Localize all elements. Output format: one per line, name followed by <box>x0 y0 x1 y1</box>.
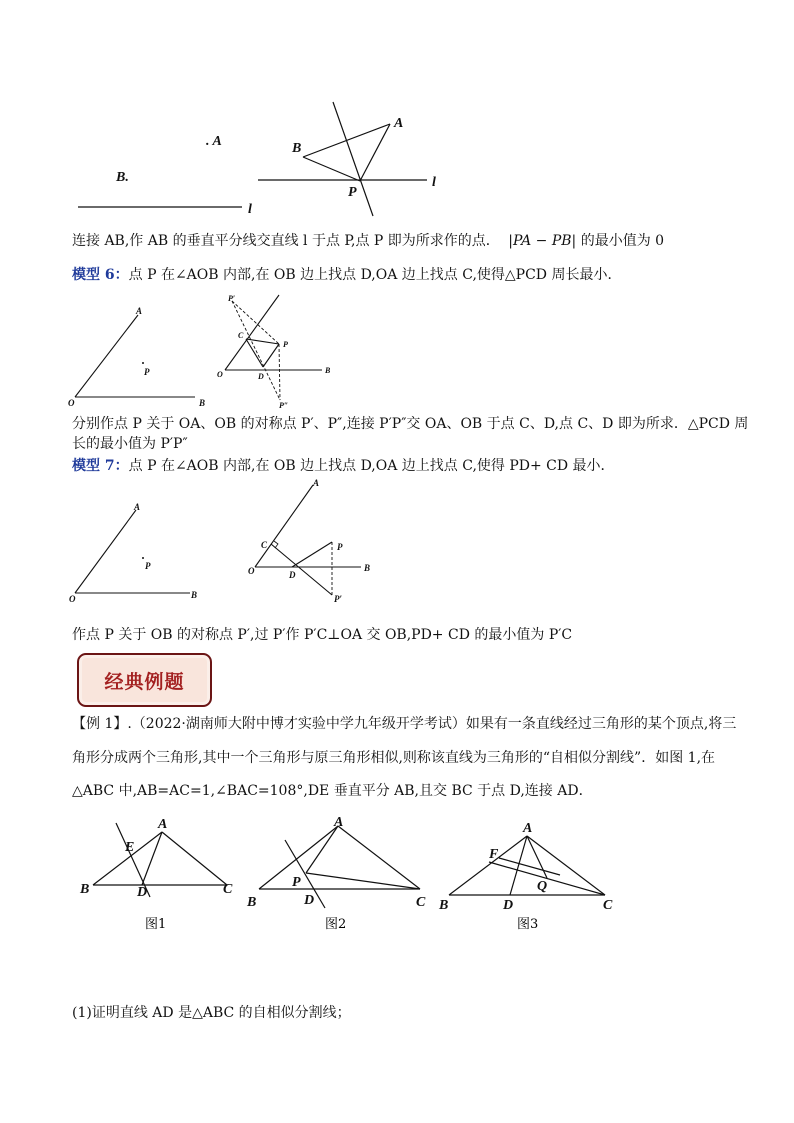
label-b: B <box>80 882 90 897</box>
model-7-answer: 作点 P 关于 OB 的对称点 P′,过 P′作 P′C⊥OA 交 OB,PD+ CD 的最小值为 P′C <box>72 627 573 643</box>
label-c: C <box>416 895 426 910</box>
example-1-line-1: 【例 1】.（2022·湖南师大附中博才实验中学九年级开学考试）如果有一条直线经过三角形的某个顶点,将三 <box>72 716 737 732</box>
abs-expression: |PA − PB| <box>508 233 577 249</box>
label-q: Q <box>537 879 548 894</box>
label-p: P <box>144 367 150 377</box>
label-o: O <box>68 398 75 408</box>
model-7-text: 点 P 在∠AOB 内部,在 OB 边上找点 D,OA 边上找点 C,使得 PD+ CD 最小． <box>128 458 615 474</box>
label-b: B <box>292 141 302 156</box>
label-b: B. <box>116 170 129 185</box>
segment-bp <box>303 157 360 181</box>
label-a: A <box>313 478 320 488</box>
label-b: B <box>364 563 371 573</box>
model-6-left-figure <box>65 305 215 410</box>
question-1: (1)证明直线 AD 是△ABC 的自相似分割线； <box>72 1005 351 1021</box>
label-l: l <box>432 175 436 190</box>
label-c: C <box>238 331 244 340</box>
top-right-figure <box>255 100 455 220</box>
label-a: A <box>158 817 168 832</box>
label-p: P <box>145 561 151 571</box>
model-6-right-figure <box>212 290 342 410</box>
label-a: A <box>523 821 533 836</box>
label-b: B <box>439 898 449 913</box>
segment-ap <box>360 124 390 181</box>
label-c: C <box>223 882 233 897</box>
label-e: E <box>125 840 135 855</box>
label-a: A <box>136 306 143 316</box>
label-d: D <box>503 898 514 913</box>
label-a: . A <box>206 134 222 149</box>
label-a: A <box>134 502 141 512</box>
top-left-figure <box>70 125 270 220</box>
label-b: B <box>325 366 331 375</box>
label-b: B <box>191 590 198 600</box>
label-d: D <box>304 893 315 908</box>
caption-fig-2: 图2 <box>325 917 347 932</box>
label-p: P <box>283 340 288 349</box>
model-7-tag: 模型 7： <box>72 458 129 474</box>
text-1: 连接 AB,作 AB 的垂直平分线交直线 l 于点 P,点 P 即为所求作的点． <box>72 233 500 249</box>
label-p-prime: P′ <box>228 294 236 303</box>
model-6-heading <box>72 265 621 285</box>
label-a: A <box>334 815 344 830</box>
section-title-classic-examples: 经典例题 <box>77 653 212 707</box>
figure-1 <box>75 815 245 935</box>
label-p-double-prime: P″ <box>279 401 289 410</box>
label-c: C <box>261 540 268 550</box>
model-6-answer-2: 长的最小值为 P′P″ <box>72 436 188 452</box>
label-p-prime: P′ <box>334 594 343 604</box>
example-1-line-2: 角形分成两个三角形,其中一个三角形与原三角形相似,则称该直线为三角形的“自相似分割线”．如图 1,在 <box>72 750 716 766</box>
caption-fig-3: 图3 <box>517 917 539 932</box>
example-1-line-3: △ABC 中,AB=AC=1,∠BAC=108°,DE 垂直平分 AB,且交 BC 于点 D,连接 AD． <box>72 783 593 799</box>
label-b: B <box>199 398 206 408</box>
label-o: O <box>217 370 223 379</box>
model-7-left-figure <box>65 500 215 605</box>
text-line-1 <box>72 231 664 251</box>
label-l: l <box>248 202 252 217</box>
label-c: C <box>603 898 613 913</box>
model-7-heading <box>72 456 615 476</box>
label-f: F <box>489 847 499 862</box>
model-7-right-figure <box>243 475 383 605</box>
model-6-text: 点 P 在∠AOB 内部,在 OB 边上找点 D,OA 边上找点 C,使得△PCD 周长最小． <box>128 267 622 283</box>
label-d: D <box>289 570 296 580</box>
label-d: D <box>258 372 264 381</box>
label-b: B <box>247 895 257 910</box>
label-o: O <box>69 594 76 604</box>
figure-3 <box>437 815 622 935</box>
caption-fig-1: 图1 <box>145 917 167 932</box>
text-1-tail: 的最小值为 0 <box>580 233 665 249</box>
model-6-answer-1: 分别作点 P 关于 OA、OB 的对称点 P′、P″,连接 P′P″交 OA、OB 于点 C、D,点 C、D 即为所求．△PCD 周 <box>72 416 749 432</box>
label-a: A <box>394 116 404 131</box>
label-p: P <box>292 875 301 890</box>
model-6-tag: 模型 6： <box>72 267 129 283</box>
label-d: D <box>137 885 148 900</box>
label-o: O <box>248 566 255 576</box>
figure-2 <box>245 810 435 935</box>
label-p: P <box>337 542 343 552</box>
label-p: P <box>348 185 357 200</box>
